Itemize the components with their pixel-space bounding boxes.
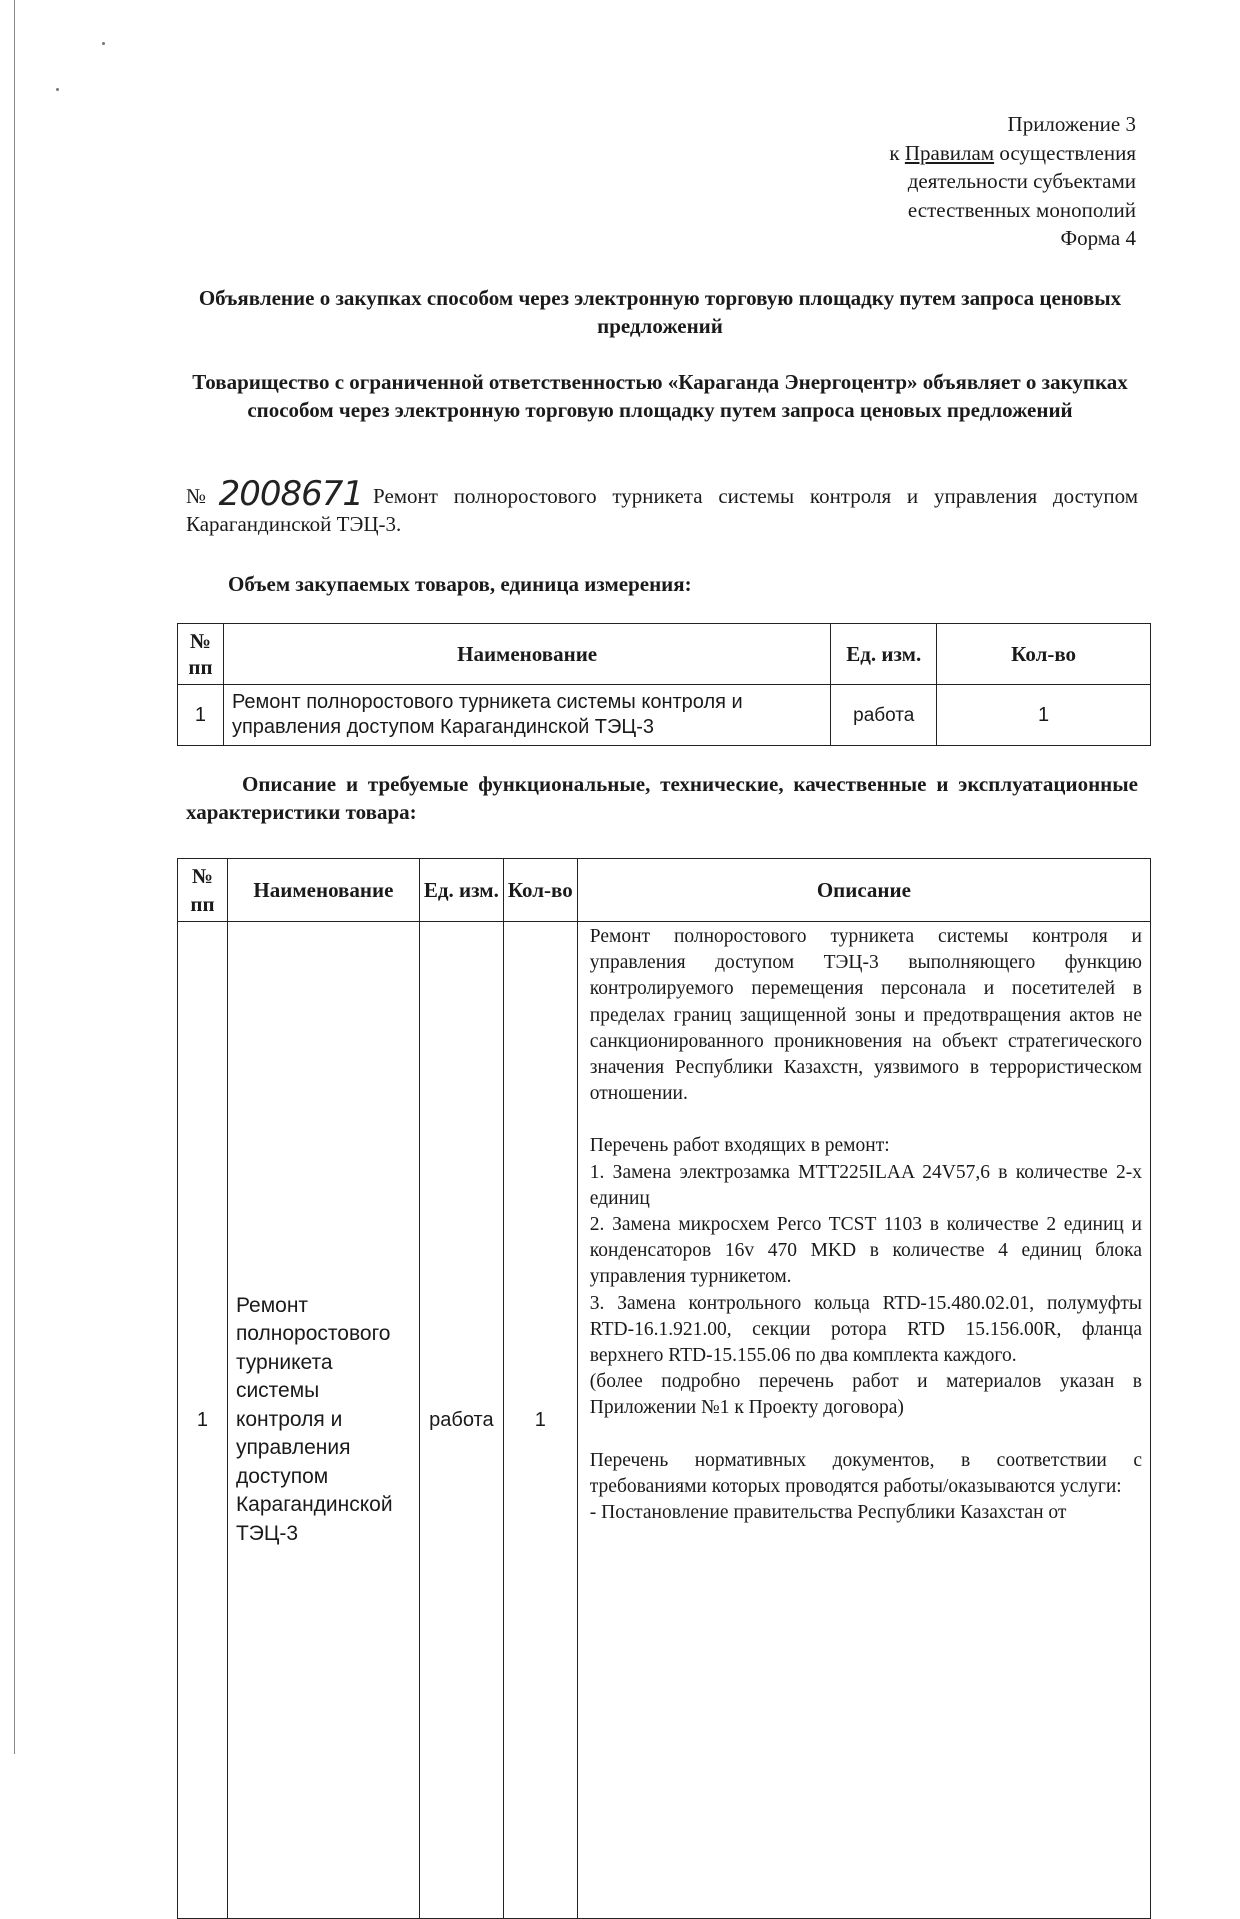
header-num: № пп [178, 624, 224, 685]
scan-speck [102, 42, 105, 45]
work-list-item: 2. Замена микросхем Perco TCST 1103 в количестве 2 единиц и конденсаторов 16v 470 MKD в количестве 4 единиц блока управления турникетом. [589, 1214, 1142, 1288]
lot-number-prefix: № [186, 484, 217, 508]
normative-list-item: - Постановление правительства Республики Казахстан от [589, 1502, 1067, 1524]
cell-num: 1 [178, 922, 228, 1919]
appendix-line-1: Приложение 3 [1007, 112, 1136, 136]
header-unit: Ед. изм. [419, 859, 503, 922]
cell-qty: 1 [937, 685, 1151, 746]
company-announcement-title: Товарищество с ограниченной ответственностью «Караганда Энергоцентр» объявляет о закупках способом через электронную торговую площадку путем запроса ценовых предложений [192, 370, 1128, 422]
cell-name: Ремонт полноростового турникета системы контроля и управления доступом Карагандинской ТЭЦ-3 [223, 685, 830, 746]
work-list-note: (более подробно перечень работ и материалов указан в Приложении №1 к Проекту договора) [589, 1371, 1142, 1419]
header-unit: Ед. изм. [831, 624, 937, 685]
header-qty: Кол-во [937, 624, 1151, 685]
header-name: Наименование [227, 859, 419, 922]
section-description-heading: Описание и требуемые функциональные, технические, качественные и эксплуатационные характеристики товара: [186, 772, 1138, 824]
lot-description [186, 474, 1138, 538]
work-list-item: 1. Замена электрозамка MTT225ILAA 24V57,6 в количестве 2-х единиц [589, 1161, 1142, 1209]
appendix-line-2: к Правилам осуществления [889, 140, 1136, 165]
announcement-title: Объявление о закупках способом через электронную торговую площадку путем запроса ценовых предложений [198, 286, 1122, 338]
work-list-item: 3. Замена контрольного кольца RTD-15.480.02.01, полумуфты RTD-16.1.921.00, секции ротора RTD 15.156.00R, фланца верхнего RTD-15.155.06 по два комплекта каждого. [589, 1292, 1142, 1367]
header-qty: Кол-во [503, 859, 577, 922]
appendix-line-4: естественных монополий [907, 197, 1136, 222]
form-number: Форма 4 [1060, 226, 1136, 250]
cell-unit: работа [831, 685, 937, 746]
description-table [177, 858, 1151, 1919]
header-name: Наименование [223, 624, 830, 685]
scan-edge-line [14, 0, 15, 1754]
table-header-row [178, 859, 1151, 922]
normative-list-title: Перечень нормативных документов, в соответствии с требованиями которых проводятся работы/оказываются услуги: [589, 1449, 1142, 1497]
lot-text: Ремонт полноростового турникета системы контроля и управления доступом Карагандинской ТЭЦ-3. [186, 484, 1138, 536]
table-row [178, 685, 1151, 746]
lot-number-handwritten: 2008671 [218, 474, 364, 514]
header-description: Описание [577, 859, 1150, 922]
rules-link[interactable]: Правилам [904, 140, 995, 165]
header-num: № пп [178, 859, 228, 922]
work-list-title: Перечень работ входящих в ремонт: [589, 1135, 890, 1157]
cell-unit: работа [419, 922, 503, 1919]
table-row [178, 922, 1151, 1919]
cell-name: Ремонт полноростового турникета системы контроля и управления доступом Карагандинской ТЭЦ-3 [227, 922, 419, 1919]
volume-table [177, 623, 1151, 746]
description-paragraph: Ремонт полноростового турникета системы контроля и управления доступом ТЭЦ-3 выполняющего функцию контролируемого перемещения персонала и посетителей в пределах границ защищенной зоны и предотвращения актов не санкционированного проникновения на объект стратегического значения Республики Казахстн, уязвимого в террористическом отношении. [589, 926, 1142, 1105]
section-volume-heading: Объем закупаемых товаров, единица измерения: [228, 572, 692, 596]
appendix-header [889, 110, 1136, 253]
appendix-line-3: деятельности субъектами [907, 169, 1136, 193]
table-header-row [178, 624, 1151, 685]
scan-speck [56, 88, 59, 91]
cell-num: 1 [178, 685, 224, 746]
cell-description [577, 922, 1150, 1919]
cell-qty: 1 [503, 922, 577, 1919]
